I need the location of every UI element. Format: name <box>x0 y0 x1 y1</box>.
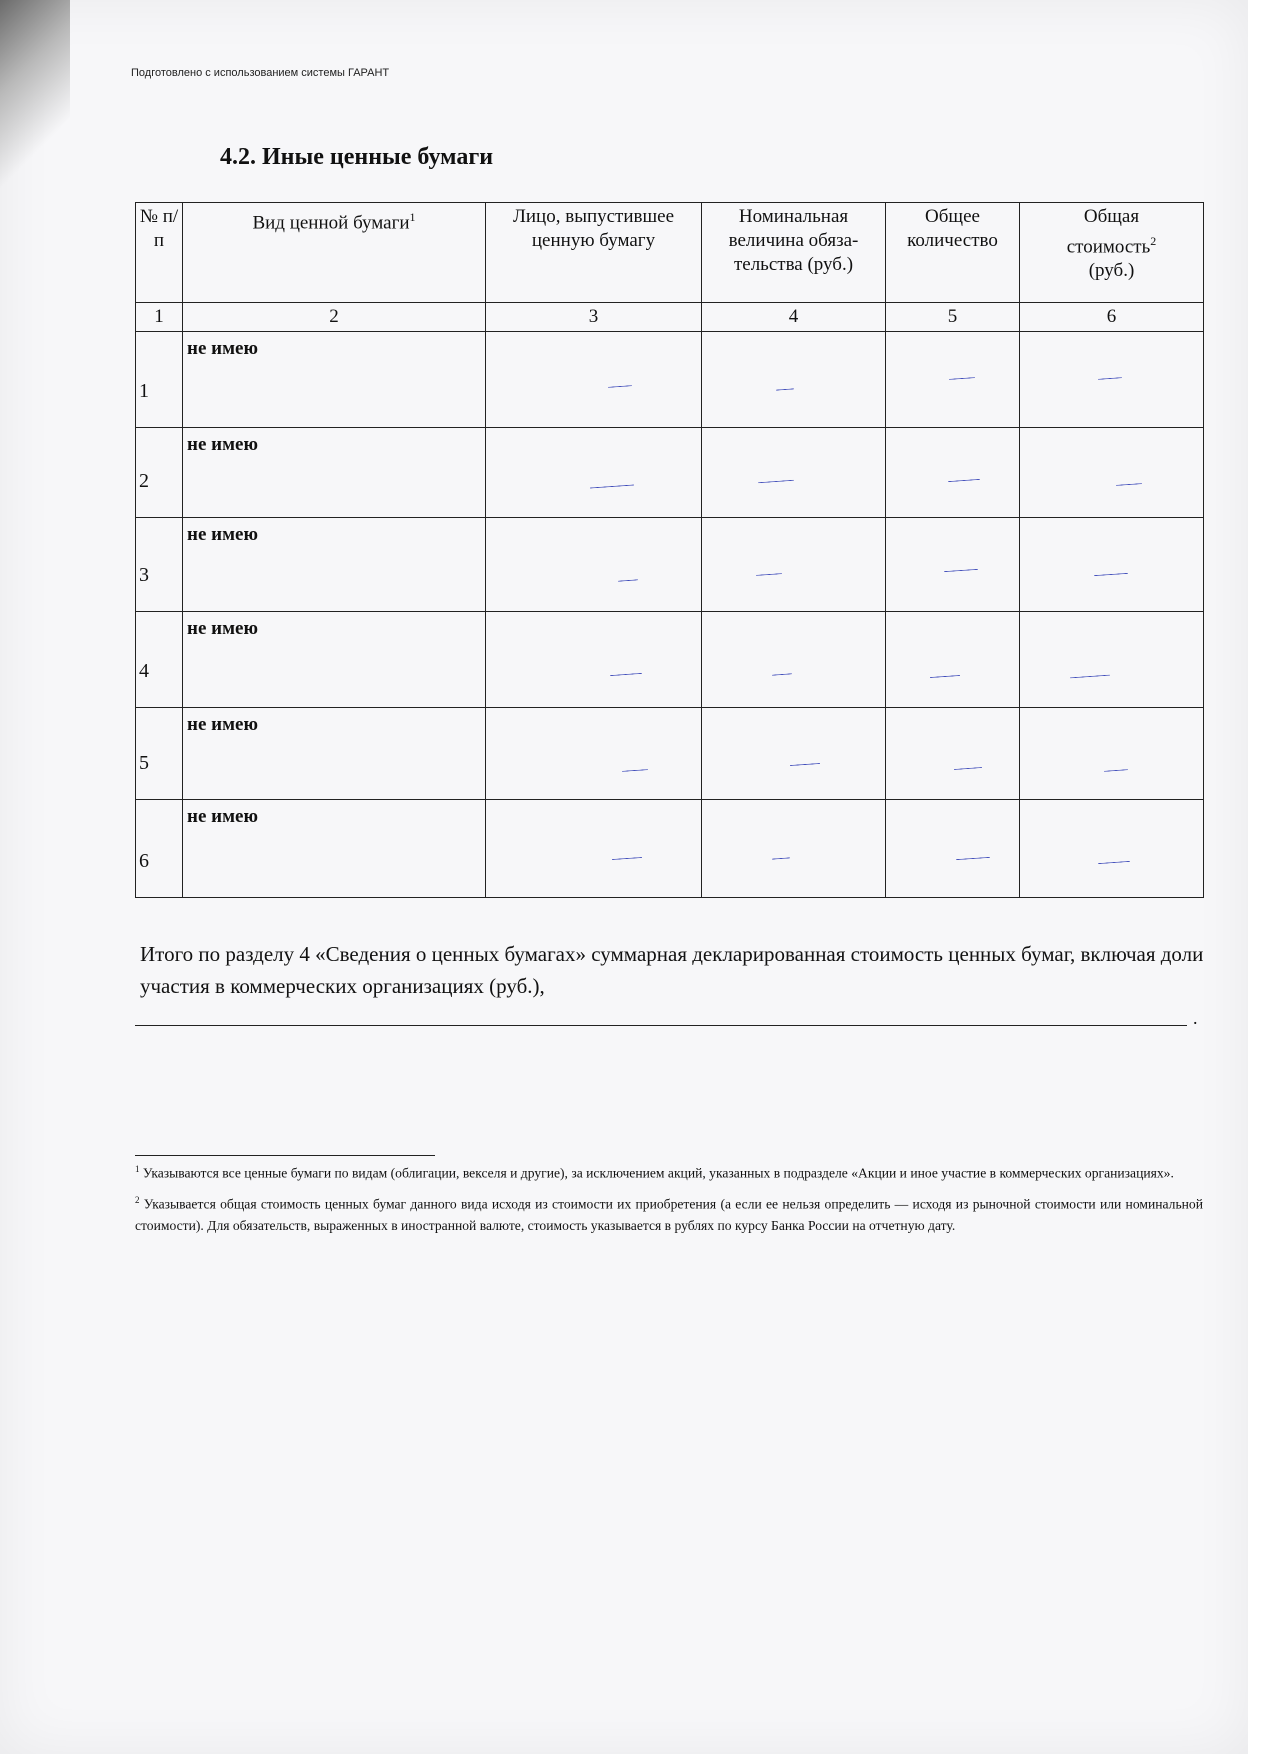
security-type-value: не имею <box>187 806 258 827</box>
total-value-line <box>135 1025 1187 1026</box>
column-number-row <box>136 303 1204 332</box>
section-title: 4.2. Иные ценные бумаги <box>220 144 494 170</box>
scan-edge-shadow <box>0 0 70 200</box>
security-type-cell <box>183 708 486 800</box>
footnote-mark: 1 <box>135 1164 140 1174</box>
row-number-cell <box>136 428 183 518</box>
col-header-issuer: Лицо, выпустившее ценную бумагу <box>486 203 702 303</box>
issuer-cell <box>486 612 702 708</box>
handwritten-dash <box>618 579 638 581</box>
column-number: 4 <box>702 303 886 332</box>
row-number: 2 <box>139 470 149 492</box>
handwritten-dash <box>776 388 794 390</box>
col-header-number: № п/п <box>136 203 183 303</box>
handwritten-dash <box>622 769 648 772</box>
row-number: 1 <box>139 380 149 402</box>
quantity-cell <box>886 612 1020 708</box>
table-row <box>136 332 1204 428</box>
handwritten-dash <box>1104 769 1128 772</box>
handwritten-dash <box>1070 675 1110 679</box>
handwritten-dash <box>956 857 990 860</box>
column-number: 2 <box>183 303 486 332</box>
total-end-mark: . <box>1193 1008 1198 1028</box>
issuer-cell <box>486 332 702 428</box>
handwritten-dash <box>772 673 792 675</box>
handwritten-dash <box>790 763 820 766</box>
quantity-cell <box>886 332 1020 428</box>
handwritten-dash <box>930 675 960 678</box>
total-value-cell <box>1020 428 1204 518</box>
row-number: 3 <box>139 564 149 586</box>
total-value-cell <box>1020 518 1204 612</box>
handwritten-dash <box>954 767 982 770</box>
table-row <box>136 428 1204 518</box>
handwritten-dash <box>1116 483 1142 486</box>
security-type-cell <box>183 332 486 428</box>
security-type-value: не имею <box>187 618 258 639</box>
security-type-cell <box>183 612 486 708</box>
footnote-text: Указывается общая стоимость ценных бумаг данного вида исходя из стоимости их приобретения (а если ее нельзя определить — исходя из рыночной стоимости или номинальной стоимости). Для обязательств, выраженных в иностранной валюте, стоимость указывается в рублях по курсу Банка России на отчетную дату. <box>135 1196 1203 1234</box>
security-type-value: не имею <box>187 524 258 545</box>
col-header-security-type: Вид ценной бумаги$^1$ <box>183 203 486 303</box>
col-header-nominal-value: Номинальная величина обяза-тельства (руб.) <box>702 203 886 303</box>
quantity-cell <box>886 428 1020 518</box>
table-row <box>136 708 1204 800</box>
total-value-cell <box>1020 612 1204 708</box>
row-number-cell <box>136 800 183 898</box>
footnote-text: Указываются все ценные бумаги по видам (облигации, векселя и другие), за исключением акций, указанных в подразделе «Акции и иное участие в коммерческих организациях». <box>142 1165 1174 1181</box>
scan-background-strip <box>1248 0 1275 1754</box>
nominal-value-cell <box>702 428 886 518</box>
security-type-value: не имею <box>187 434 258 455</box>
issuer-cell <box>486 518 702 612</box>
handwritten-dash <box>758 480 794 484</box>
table-row <box>136 612 1204 708</box>
column-number: 5 <box>886 303 1020 332</box>
handwritten-dash <box>756 573 782 576</box>
handwritten-dash <box>1094 573 1128 576</box>
security-type-cell <box>183 800 486 898</box>
row-number: 5 <box>139 752 149 774</box>
total-value-cell <box>1020 708 1204 800</box>
column-number: 1 <box>136 303 183 332</box>
row-number-cell <box>136 612 183 708</box>
nominal-value-cell <box>702 518 886 612</box>
handwritten-dash <box>1098 377 1122 380</box>
footnote-mark: 2 <box>135 1194 140 1205</box>
handwritten-dash <box>948 479 980 482</box>
col-header-quantity: Общее количество <box>886 203 1020 303</box>
row-number-cell <box>136 518 183 612</box>
col-header-total-value: Общая стоимость$^2$ (руб.) <box>1020 203 1204 303</box>
row-number-cell <box>136 332 183 428</box>
header-row <box>136 203 1204 303</box>
security-type-value: не имею <box>187 714 258 735</box>
security-type-cell <box>183 428 486 518</box>
security-type-value: не имею <box>187 338 258 359</box>
table-row <box>136 800 1204 898</box>
quantity-cell <box>886 708 1020 800</box>
handwritten-dash <box>944 569 978 572</box>
issuer-cell <box>486 708 702 800</box>
handwritten-dash <box>949 377 975 380</box>
nominal-value-cell <box>702 332 886 428</box>
row-number: 6 <box>139 850 149 872</box>
handwritten-dash <box>608 385 632 388</box>
handwritten-dash <box>612 857 642 860</box>
nominal-value-cell <box>702 708 886 800</box>
column-number: 6 <box>1020 303 1204 332</box>
security-type-cell <box>183 518 486 612</box>
handwritten-dash <box>1098 861 1130 864</box>
issuer-cell <box>486 428 702 518</box>
table-row <box>136 518 1204 612</box>
section-total-text: Итого по разделу 4 «Сведения о ценных бумагах» суммарная декларированная стоимость ценных бумаг, включая доли участия в коммерческих организациях (руб.), <box>140 942 1204 998</box>
handwritten-dash <box>610 673 642 676</box>
issuer-cell <box>486 800 702 898</box>
quantity-cell <box>886 518 1020 612</box>
footnote-separator <box>135 1155 435 1156</box>
securities-table <box>135 202 1204 898</box>
footnote <box>135 1158 1203 1185</box>
total-value-cell <box>1020 800 1204 898</box>
handwritten-dash <box>772 857 790 859</box>
quantity-cell <box>886 800 1020 898</box>
row-number: 4 <box>139 660 149 682</box>
handwritten-dash <box>590 484 634 488</box>
column-number: 3 <box>486 303 702 332</box>
footnotes <box>135 1158 1203 1241</box>
total-value-cell <box>1020 332 1204 428</box>
nominal-value-cell <box>702 612 886 708</box>
footnote <box>135 1189 1203 1238</box>
source-note: Подготовлено с использованием системы ГАРАНТ <box>131 67 390 79</box>
nominal-value-cell <box>702 800 886 898</box>
row-number-cell <box>136 708 183 800</box>
